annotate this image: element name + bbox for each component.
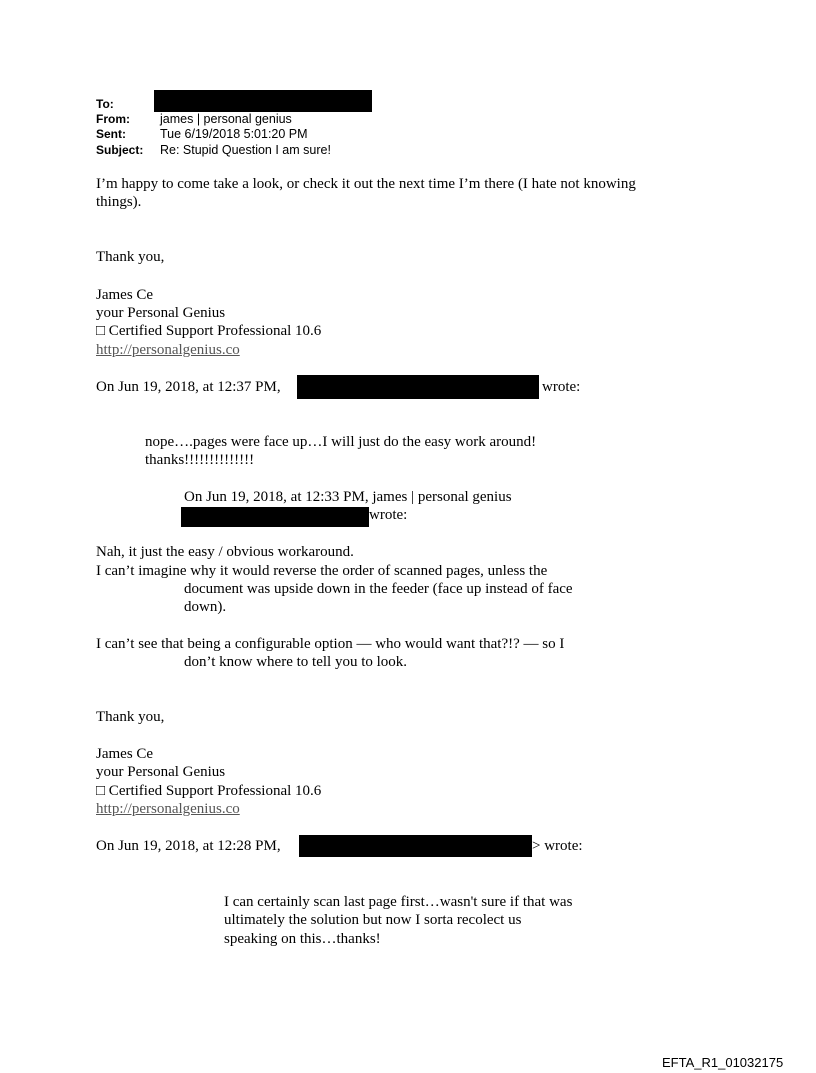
signature-link[interactable]: http://personalgenius.co [96,342,240,358]
body-paragraph-line: Nah, it just the easy / obvious workaround. [96,544,354,560]
from-label: From: [96,112,130,126]
signature-title: your Personal Genius [96,305,226,321]
quote-intro: On Jun 19, 2018, at 12:33 PM, james | personal genius [184,489,512,505]
quote-wrote: wrote: [369,507,408,523]
signature-title: your Personal Genius [96,764,226,780]
reply-line: thanks!!!!!!!!!!!!!! [145,452,255,468]
reply-line: nope….pages were face up…I will just do the easy work around! [145,434,537,450]
body-paragraph-line: I can’t see that being a configurable option — who would want that?!? — so I [96,636,565,652]
to-redaction [154,90,372,112]
signoff: Thank you, [96,709,165,725]
body-paragraph-line: I’m happy to come take a look, or check it out the next time I’m there (I hate not knowing [96,176,636,192]
body-paragraph-line: down). [184,599,227,615]
sender-redaction [297,375,539,399]
body-paragraph-line: I can’t imagine why it would reverse the order of scanned pages, unless the [96,563,548,579]
body-paragraph-line: don’t know where to tell you to look. [184,654,408,670]
sender-redaction [181,507,369,527]
signature-name: James Ce [96,746,154,762]
signoff: Thank you, [96,249,165,265]
sent-label: Sent: [96,127,126,141]
body-paragraph-line: things). [96,194,142,210]
original-line: I can certainly scan last page first…wasn't sure if that was [224,894,573,910]
signature-name: James Ce [96,287,154,303]
to-label: To: [96,97,114,111]
subject-value: Re: Stupid Question I am sure! [160,143,331,157]
original-line: ultimately the solution but now I sorta recolect us [224,912,522,928]
signature-link[interactable]: http://personalgenius.co [96,801,240,817]
sender-redaction [299,835,532,857]
quote-wrote: > wrote: [532,838,583,854]
signature-certification: □ Certified Support Professional 10.6 [96,323,322,339]
quote-wrote: wrote: [542,379,581,395]
bates-id: EFTA_R1_01032175 [662,1055,784,1070]
original-line: speaking on this…thanks! [224,931,381,947]
sent-value: Tue 6/19/2018 5:01:20 PM [160,127,308,141]
signature-certification: □ Certified Support Professional 10.6 [96,783,322,799]
quote-intro: On Jun 19, 2018, at 12:28 PM, [96,838,281,854]
body-paragraph-line: document was upside down in the feeder (face up instead of face [184,581,573,597]
from-value: james | personal genius [160,112,292,126]
quote-intro: On Jun 19, 2018, at 12:37 PM, [96,379,281,395]
subject-label: Subject: [96,143,144,157]
